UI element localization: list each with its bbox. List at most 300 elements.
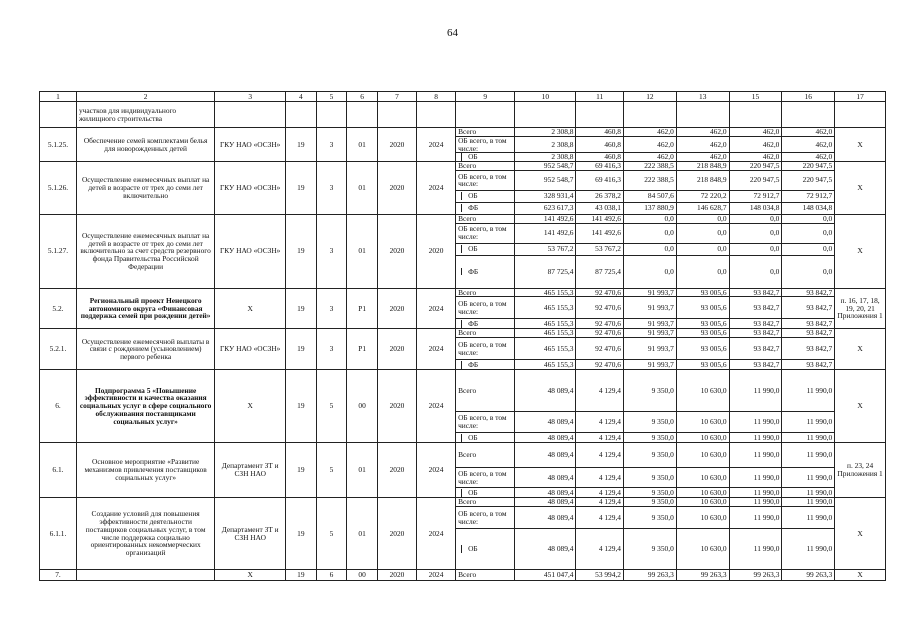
- amount-cell: 10 630,0: [676, 529, 729, 570]
- header-cell: 13: [676, 92, 729, 102]
- amount-cell: 465 155,3: [515, 329, 576, 338]
- header-cell: 17: [835, 92, 886, 102]
- amount-cell: 69 416,3: [576, 170, 624, 190]
- fin-source-label: [456, 202, 515, 214]
- fin-source-label: ОБ всего, в том числе:: [456, 412, 515, 433]
- amount-cell: 462,0: [782, 128, 835, 137]
- amount-cell: 451 047,4: [515, 570, 576, 581]
- row-c5: 3: [316, 288, 347, 329]
- row-c8: [417, 102, 456, 128]
- amount-cell: 9 350,0: [624, 433, 677, 443]
- amount-cell: 148 034,8: [782, 202, 835, 214]
- row-c6: Р1: [347, 288, 378, 329]
- amount-cell: 146 628,7: [676, 202, 729, 214]
- amount-cell: 43 038,1: [576, 202, 624, 214]
- amount-cell: 11 990,0: [782, 529, 835, 570]
- amount-cell: 48 089,4: [515, 412, 576, 433]
- header-cell: 10: [515, 92, 576, 102]
- header-row: [40, 92, 886, 102]
- amount-cell: 93 842,7: [729, 338, 782, 360]
- fin-source-label: Всего: [456, 162, 515, 171]
- row-c7: 2020: [377, 570, 416, 581]
- amount-cell: 48 089,4: [515, 488, 576, 498]
- fin-source-text: ФБ: [461, 320, 478, 328]
- amount-cell: 0,0: [729, 243, 782, 255]
- amount-cell: 4 129,4: [576, 370, 624, 412]
- amount-cell: 0,0: [729, 214, 782, 223]
- amount-cell: 9 350,0: [624, 370, 677, 412]
- amount-cell: 93 842,7: [729, 297, 782, 319]
- row-c8: 2020: [417, 214, 456, 288]
- row-note: Х: [835, 162, 886, 215]
- amount-cell: 0,0: [676, 255, 729, 288]
- row-c7: 2020: [377, 214, 416, 288]
- amount-cell: 9 350,0: [624, 529, 677, 570]
- amount-cell: 11 990,0: [782, 370, 835, 412]
- fin-source-label: ОБ всего, в том числе:: [456, 223, 515, 243]
- amount-cell: 93 842,7: [782, 338, 835, 360]
- amount-cell: 93 005,6: [676, 329, 729, 338]
- row-no: 5.2.1.: [40, 329, 77, 370]
- row-name: Осуществление ежемесячной выплаты в связи с рождением (усыновлением) первого ребенка: [76, 329, 214, 370]
- row-c6: Р1: [347, 329, 378, 370]
- header-cell: 15: [729, 92, 782, 102]
- amount-cell: 93 842,7: [729, 288, 782, 297]
- fin-source-label: Всего: [456, 288, 515, 297]
- amount-cell: 93 005,6: [676, 297, 729, 319]
- amount-cell: 462,0: [676, 153, 729, 162]
- amount-cell: 48 089,4: [515, 498, 576, 507]
- amount-cell: 462,0: [624, 128, 677, 137]
- amount-cell: 4 129,4: [576, 443, 624, 468]
- row-c5: 5: [316, 443, 347, 498]
- amount-cell: 465 155,3: [515, 360, 576, 370]
- row-c8: 2024: [417, 162, 456, 215]
- row-exec: [215, 102, 286, 128]
- fin-source-label: ОБ всего, в том числе:: [456, 338, 515, 360]
- amount-cell: 0,0: [624, 223, 677, 243]
- row-c5: 3: [316, 128, 347, 162]
- amount-cell: 10 630,0: [676, 488, 729, 498]
- fin-source-text: ОБ: [461, 153, 478, 161]
- row-no: [40, 102, 77, 128]
- amount-cell: 10 630,0: [676, 370, 729, 412]
- amount-cell: 92 470,6: [576, 288, 624, 297]
- amount-cell: 10 630,0: [676, 468, 729, 488]
- header-cell: 1: [40, 92, 77, 102]
- fin-source-label: ОБ всего, в том числе:: [456, 136, 515, 153]
- row-no: 7.: [40, 570, 77, 581]
- row-c6: [347, 102, 378, 128]
- row-c7: 2020: [377, 162, 416, 215]
- amount-cell: [676, 102, 729, 128]
- amount-cell: 0,0: [676, 223, 729, 243]
- amount-cell: 220 947,5: [782, 162, 835, 171]
- amount-cell: 92 470,6: [576, 338, 624, 360]
- header-cell: 11: [576, 92, 624, 102]
- row-exec: Х: [215, 288, 286, 329]
- row-c4: 19: [286, 498, 317, 570]
- amount-cell: 462,0: [676, 128, 729, 137]
- row-c4: 19: [286, 128, 317, 162]
- page-number: 64: [447, 27, 458, 39]
- amount-cell: 99 263,3: [729, 570, 782, 581]
- header-cell: 9: [456, 92, 515, 102]
- amount-cell: 0,0: [624, 255, 677, 288]
- amount-cell: 623 617,3: [515, 202, 576, 214]
- amount-cell: 9 350,0: [624, 507, 677, 529]
- row-note: п. 23, 24 Приложения 1: [835, 443, 886, 498]
- amount-cell: 93 842,7: [782, 319, 835, 329]
- amount-cell: 460,8: [576, 136, 624, 153]
- amount-cell: 93 005,6: [676, 360, 729, 370]
- row-c8: 2024: [417, 288, 456, 329]
- header-cell: 3: [215, 92, 286, 102]
- row-c4: 19: [286, 570, 317, 581]
- row-c7: 2020: [377, 288, 416, 329]
- table-row: [40, 370, 886, 412]
- row-c8: 2024: [417, 370, 456, 443]
- row-c5: 5: [316, 498, 347, 570]
- amount-cell: 4 129,4: [576, 433, 624, 443]
- row-c6: 01: [347, 443, 378, 498]
- amount-cell: 91 993,7: [624, 329, 677, 338]
- amount-cell: 0,0: [729, 255, 782, 288]
- amount-cell: 462,0: [729, 136, 782, 153]
- row-c4: [286, 102, 317, 128]
- row-c8: 2024: [417, 498, 456, 570]
- amount-cell: 11 990,0: [782, 507, 835, 529]
- amount-cell: 93 842,7: [782, 297, 835, 319]
- amount-cell: 10 630,0: [676, 507, 729, 529]
- amount-cell: 11 990,0: [782, 412, 835, 433]
- amount-cell: 9 350,0: [624, 498, 677, 507]
- amount-cell: 0,0: [676, 214, 729, 223]
- amount-cell: 222 388,5: [624, 162, 677, 171]
- row-note: п. 16, 17, 18, 19, 20, 21 Приложения 1: [835, 288, 886, 329]
- amount-cell: 2 308,8: [515, 128, 576, 137]
- amount-cell: 465 155,3: [515, 338, 576, 360]
- amount-cell: 462,0: [729, 128, 782, 137]
- amount-cell: 93 005,6: [676, 338, 729, 360]
- amount-cell: 72 912,7: [729, 190, 782, 202]
- amount-cell: 11 990,0: [782, 443, 835, 468]
- fin-source-label: [456, 319, 515, 329]
- amount-cell: 93 842,7: [782, 360, 835, 370]
- fin-source-label: [456, 153, 515, 162]
- amount-cell: 91 993,7: [624, 360, 677, 370]
- fin-source-label: [456, 102, 515, 128]
- amount-cell: 11 990,0: [729, 443, 782, 468]
- amount-cell: 218 848,9: [676, 162, 729, 171]
- row-c7: 2020: [377, 498, 416, 570]
- row-name: [76, 570, 214, 581]
- table-row: [40, 128, 886, 137]
- row-c4: 19: [286, 443, 317, 498]
- amount-cell: 4 129,4: [576, 498, 624, 507]
- amount-cell: 0,0: [624, 243, 677, 255]
- row-c6: 01: [347, 214, 378, 288]
- amount-cell: 93 842,7: [782, 288, 835, 297]
- row-c4: 19: [286, 370, 317, 443]
- amount-cell: 11 990,0: [729, 507, 782, 529]
- row-c8: 2024: [417, 329, 456, 370]
- row-exec: Х: [215, 370, 286, 443]
- amount-cell: 4 129,4: [576, 468, 624, 488]
- fin-source-label: Всего: [456, 128, 515, 137]
- amount-cell: 9 350,0: [624, 443, 677, 468]
- amount-cell: 9 350,0: [624, 488, 677, 498]
- table-row: [40, 498, 886, 507]
- amount-cell: 462,0: [676, 136, 729, 153]
- row-exec: ГКУ НАО «ОСЗН»: [215, 162, 286, 215]
- amount-cell: 93 842,7: [729, 360, 782, 370]
- amount-cell: 84 507,6: [624, 190, 677, 202]
- row-exec: Департамент ЗТ и СЗН НАО: [215, 443, 286, 498]
- amount-cell: 11 990,0: [782, 498, 835, 507]
- amount-cell: [624, 102, 677, 128]
- table-row: [40, 214, 886, 223]
- row-c4: 19: [286, 288, 317, 329]
- amount-cell: 87 725,4: [576, 255, 624, 288]
- amount-cell: 48 089,4: [515, 443, 576, 468]
- amount-cell: 9 350,0: [624, 468, 677, 488]
- row-c7: 2020: [377, 329, 416, 370]
- row-name: Основное мероприятие «Развитие механизмов привлечения поставщиков социальных услуг»: [76, 443, 214, 498]
- amount-cell: 99 263,3: [676, 570, 729, 581]
- row-no: 6.1.: [40, 443, 77, 498]
- amount-cell: [576, 102, 624, 128]
- row-c4: 19: [286, 162, 317, 215]
- row-c4: 19: [286, 329, 317, 370]
- amount-cell: [515, 102, 576, 128]
- amount-cell: 48 089,4: [515, 529, 576, 570]
- amount-cell: 87 725,4: [515, 255, 576, 288]
- amount-cell: [782, 102, 835, 128]
- header-cell: 2: [76, 92, 214, 102]
- amount-cell: 220 947,5: [729, 170, 782, 190]
- fin-source-label: Всего: [456, 329, 515, 338]
- amount-cell: 48 089,4: [515, 370, 576, 412]
- amount-cell: 11 990,0: [729, 433, 782, 443]
- amount-cell: 93 005,6: [676, 319, 729, 329]
- row-c7: [377, 102, 416, 128]
- table-row: [40, 443, 886, 468]
- amount-cell: 952 548,7: [515, 170, 576, 190]
- amount-cell: 48 089,4: [515, 507, 576, 529]
- amount-cell: 10 630,0: [676, 433, 729, 443]
- fin-source-text: ОБ: [461, 192, 478, 200]
- amount-cell: 93 005,6: [676, 288, 729, 297]
- amount-cell: 26 378,2: [576, 190, 624, 202]
- row-note: Х: [835, 370, 886, 443]
- row-c4: 19: [286, 214, 317, 288]
- fin-source-label: Всего: [456, 570, 515, 581]
- amount-cell: 0,0: [624, 214, 677, 223]
- row-note: [835, 102, 886, 128]
- header-cell: 6: [347, 92, 378, 102]
- amount-cell: 11 990,0: [729, 488, 782, 498]
- amount-cell: 11 990,0: [782, 433, 835, 443]
- amount-cell: 141 492,6: [576, 214, 624, 223]
- row-c5: 3: [316, 329, 347, 370]
- header-cell: 16: [782, 92, 835, 102]
- amount-cell: 220 947,5: [729, 162, 782, 171]
- amount-cell: 4 129,4: [576, 412, 624, 433]
- amount-cell: 137 880,9: [624, 202, 677, 214]
- table-row: [40, 162, 886, 171]
- fin-source-text: ОБ: [461, 434, 478, 442]
- amount-cell: 462,0: [782, 153, 835, 162]
- row-c6: 01: [347, 128, 378, 162]
- row-note: Х: [835, 498, 886, 570]
- fin-source-label: Всего: [456, 443, 515, 468]
- fin-source-label: [456, 243, 515, 255]
- row-c7: 2020: [377, 370, 416, 443]
- row-exec: Х: [215, 570, 286, 581]
- header-cell: 12: [624, 92, 677, 102]
- row-note: Х: [835, 329, 886, 370]
- row-c7: 2020: [377, 443, 416, 498]
- amount-cell: 53 994,2: [576, 570, 624, 581]
- row-no: 5.2.: [40, 288, 77, 329]
- row-no: 6.1.1.: [40, 498, 77, 570]
- amount-cell: 72 220,2: [676, 190, 729, 202]
- amount-cell: 460,8: [576, 128, 624, 137]
- row-c8: 2024: [417, 570, 456, 581]
- amount-cell: 93 842,7: [729, 319, 782, 329]
- amount-cell: 99 263,3: [782, 570, 835, 581]
- amount-cell: 952 548,7: [515, 162, 576, 171]
- fin-source-label: ОБ всего, в том числе:: [456, 297, 515, 319]
- amount-cell: 0,0: [782, 243, 835, 255]
- table-row: [40, 570, 886, 581]
- amount-cell: 11 990,0: [729, 370, 782, 412]
- amount-cell: 92 470,6: [576, 360, 624, 370]
- row-no: 5.1.27.: [40, 214, 77, 288]
- amount-cell: 460,8: [576, 153, 624, 162]
- row-name: Осуществление ежемесячных выплат на детей в возрасте от трех до семи лет включительно: [76, 162, 214, 215]
- fin-source-label: [456, 488, 515, 498]
- row-exec: ГКУ НАО «ОСЗН»: [215, 329, 286, 370]
- amount-cell: 48 089,4: [515, 468, 576, 488]
- row-no: 5.1.25.: [40, 128, 77, 162]
- header-cell: 8: [417, 92, 456, 102]
- amount-cell: 92 470,6: [576, 297, 624, 319]
- amount-cell: 11 990,0: [729, 498, 782, 507]
- fin-source-label: Всего: [456, 370, 515, 412]
- fin-source-label: ОБ всего, в том числе:: [456, 507, 515, 529]
- amount-cell: 72 912,7: [782, 190, 835, 202]
- row-name: Подпрограмма 5 «Повышение эффективности и качества оказания социальных услуг в сфере социального обслуживания поставщиками социальных услуг»: [76, 370, 214, 443]
- fin-source-label: [456, 255, 515, 288]
- row-c5: 3: [316, 162, 347, 215]
- amount-cell: 91 993,7: [624, 288, 677, 297]
- amount-cell: 141 492,6: [515, 214, 576, 223]
- amount-cell: 0,0: [676, 243, 729, 255]
- amount-cell: [729, 102, 782, 128]
- row-c5: 6: [316, 570, 347, 581]
- amount-cell: 222 388,5: [624, 170, 677, 190]
- row-c6: 01: [347, 498, 378, 570]
- amount-cell: 10 630,0: [676, 498, 729, 507]
- amount-cell: 9 350,0: [624, 412, 677, 433]
- header-cell: 5: [316, 92, 347, 102]
- row-name: Региональный проект Ненецкого автономного округа «Финансовая поддержка семей при рождении детей»: [76, 288, 214, 329]
- fin-source-label: Всего: [456, 498, 515, 507]
- header-cell: 4: [286, 92, 317, 102]
- amount-cell: 91 993,7: [624, 319, 677, 329]
- amount-cell: 141 492,6: [515, 223, 576, 243]
- fin-source-label: Всего: [456, 214, 515, 223]
- amount-cell: 53 767,2: [576, 243, 624, 255]
- budget-table: [39, 91, 886, 581]
- fin-source-label: ОБ всего, в том числе:: [456, 170, 515, 190]
- amount-cell: 218 848,9: [676, 170, 729, 190]
- row-exec: ГКУ НАО «ОСЗН»: [215, 214, 286, 288]
- row-c6: 00: [347, 570, 378, 581]
- amount-cell: 465 155,3: [515, 288, 576, 297]
- row-no: 5.1.26.: [40, 162, 77, 215]
- amount-cell: 99 263,3: [624, 570, 677, 581]
- row-name: участков для индивидуального жилищного строительства: [76, 102, 214, 128]
- amount-cell: 0,0: [782, 223, 835, 243]
- amount-cell: 462,0: [729, 153, 782, 162]
- row-no: 6.: [40, 370, 77, 443]
- row-note: Х: [835, 570, 886, 581]
- fin-source-text: ФБ: [461, 204, 478, 212]
- row-c5: [316, 102, 347, 128]
- amount-cell: 462,0: [624, 136, 677, 153]
- fin-source-label: [456, 360, 515, 370]
- row-c7: 2020: [377, 128, 416, 162]
- table-row: [40, 329, 886, 338]
- fin-source-text: ФБ: [461, 268, 478, 276]
- amount-cell: 69 416,3: [576, 162, 624, 171]
- amount-cell: 53 767,2: [515, 243, 576, 255]
- row-c5: 5: [316, 370, 347, 443]
- amount-cell: 11 990,0: [782, 468, 835, 488]
- amount-cell: 0,0: [782, 255, 835, 288]
- fin-source-label: [456, 433, 515, 443]
- amount-cell: 11 990,0: [729, 529, 782, 570]
- amount-cell: 462,0: [782, 136, 835, 153]
- amount-cell: 10 630,0: [676, 412, 729, 433]
- amount-cell: 93 842,7: [782, 329, 835, 338]
- fin-source-label: [456, 529, 515, 570]
- amount-cell: 93 842,7: [729, 329, 782, 338]
- amount-cell: 11 990,0: [729, 468, 782, 488]
- table-row: [40, 288, 886, 297]
- row-name: Создание условий для повышения эффективности деятельности поставщиков социальных услуг, в том числе поддержка социально ориентированных некоммерческих организаций: [76, 498, 214, 570]
- amount-cell: 465 155,3: [515, 297, 576, 319]
- row-name: Обеспечение семей комплектами белья для новорожденных детей: [76, 128, 214, 162]
- amount-cell: 2 308,8: [515, 136, 576, 153]
- fin-source-text: ОБ: [461, 545, 478, 553]
- amount-cell: 465 155,3: [515, 319, 576, 329]
- row-c8: 2024: [417, 443, 456, 498]
- row-note: Х: [835, 128, 886, 162]
- amount-cell: 4 129,4: [576, 507, 624, 529]
- fin-source-text: ОБ: [461, 245, 478, 253]
- amount-cell: 91 993,7: [624, 338, 677, 360]
- row-note: Х: [835, 214, 886, 288]
- row-name: Осуществление ежемесячных выплат на детей в возрасте от трех до семи лет включительно за счет средств резервного фонда Правительства Российской Федерации: [76, 214, 214, 288]
- row-c6: 01: [347, 162, 378, 215]
- fin-source-text: ФБ: [461, 361, 478, 369]
- row-exec: ГКУ НАО «ОСЗН»: [215, 128, 286, 162]
- amount-cell: 462,0: [624, 153, 677, 162]
